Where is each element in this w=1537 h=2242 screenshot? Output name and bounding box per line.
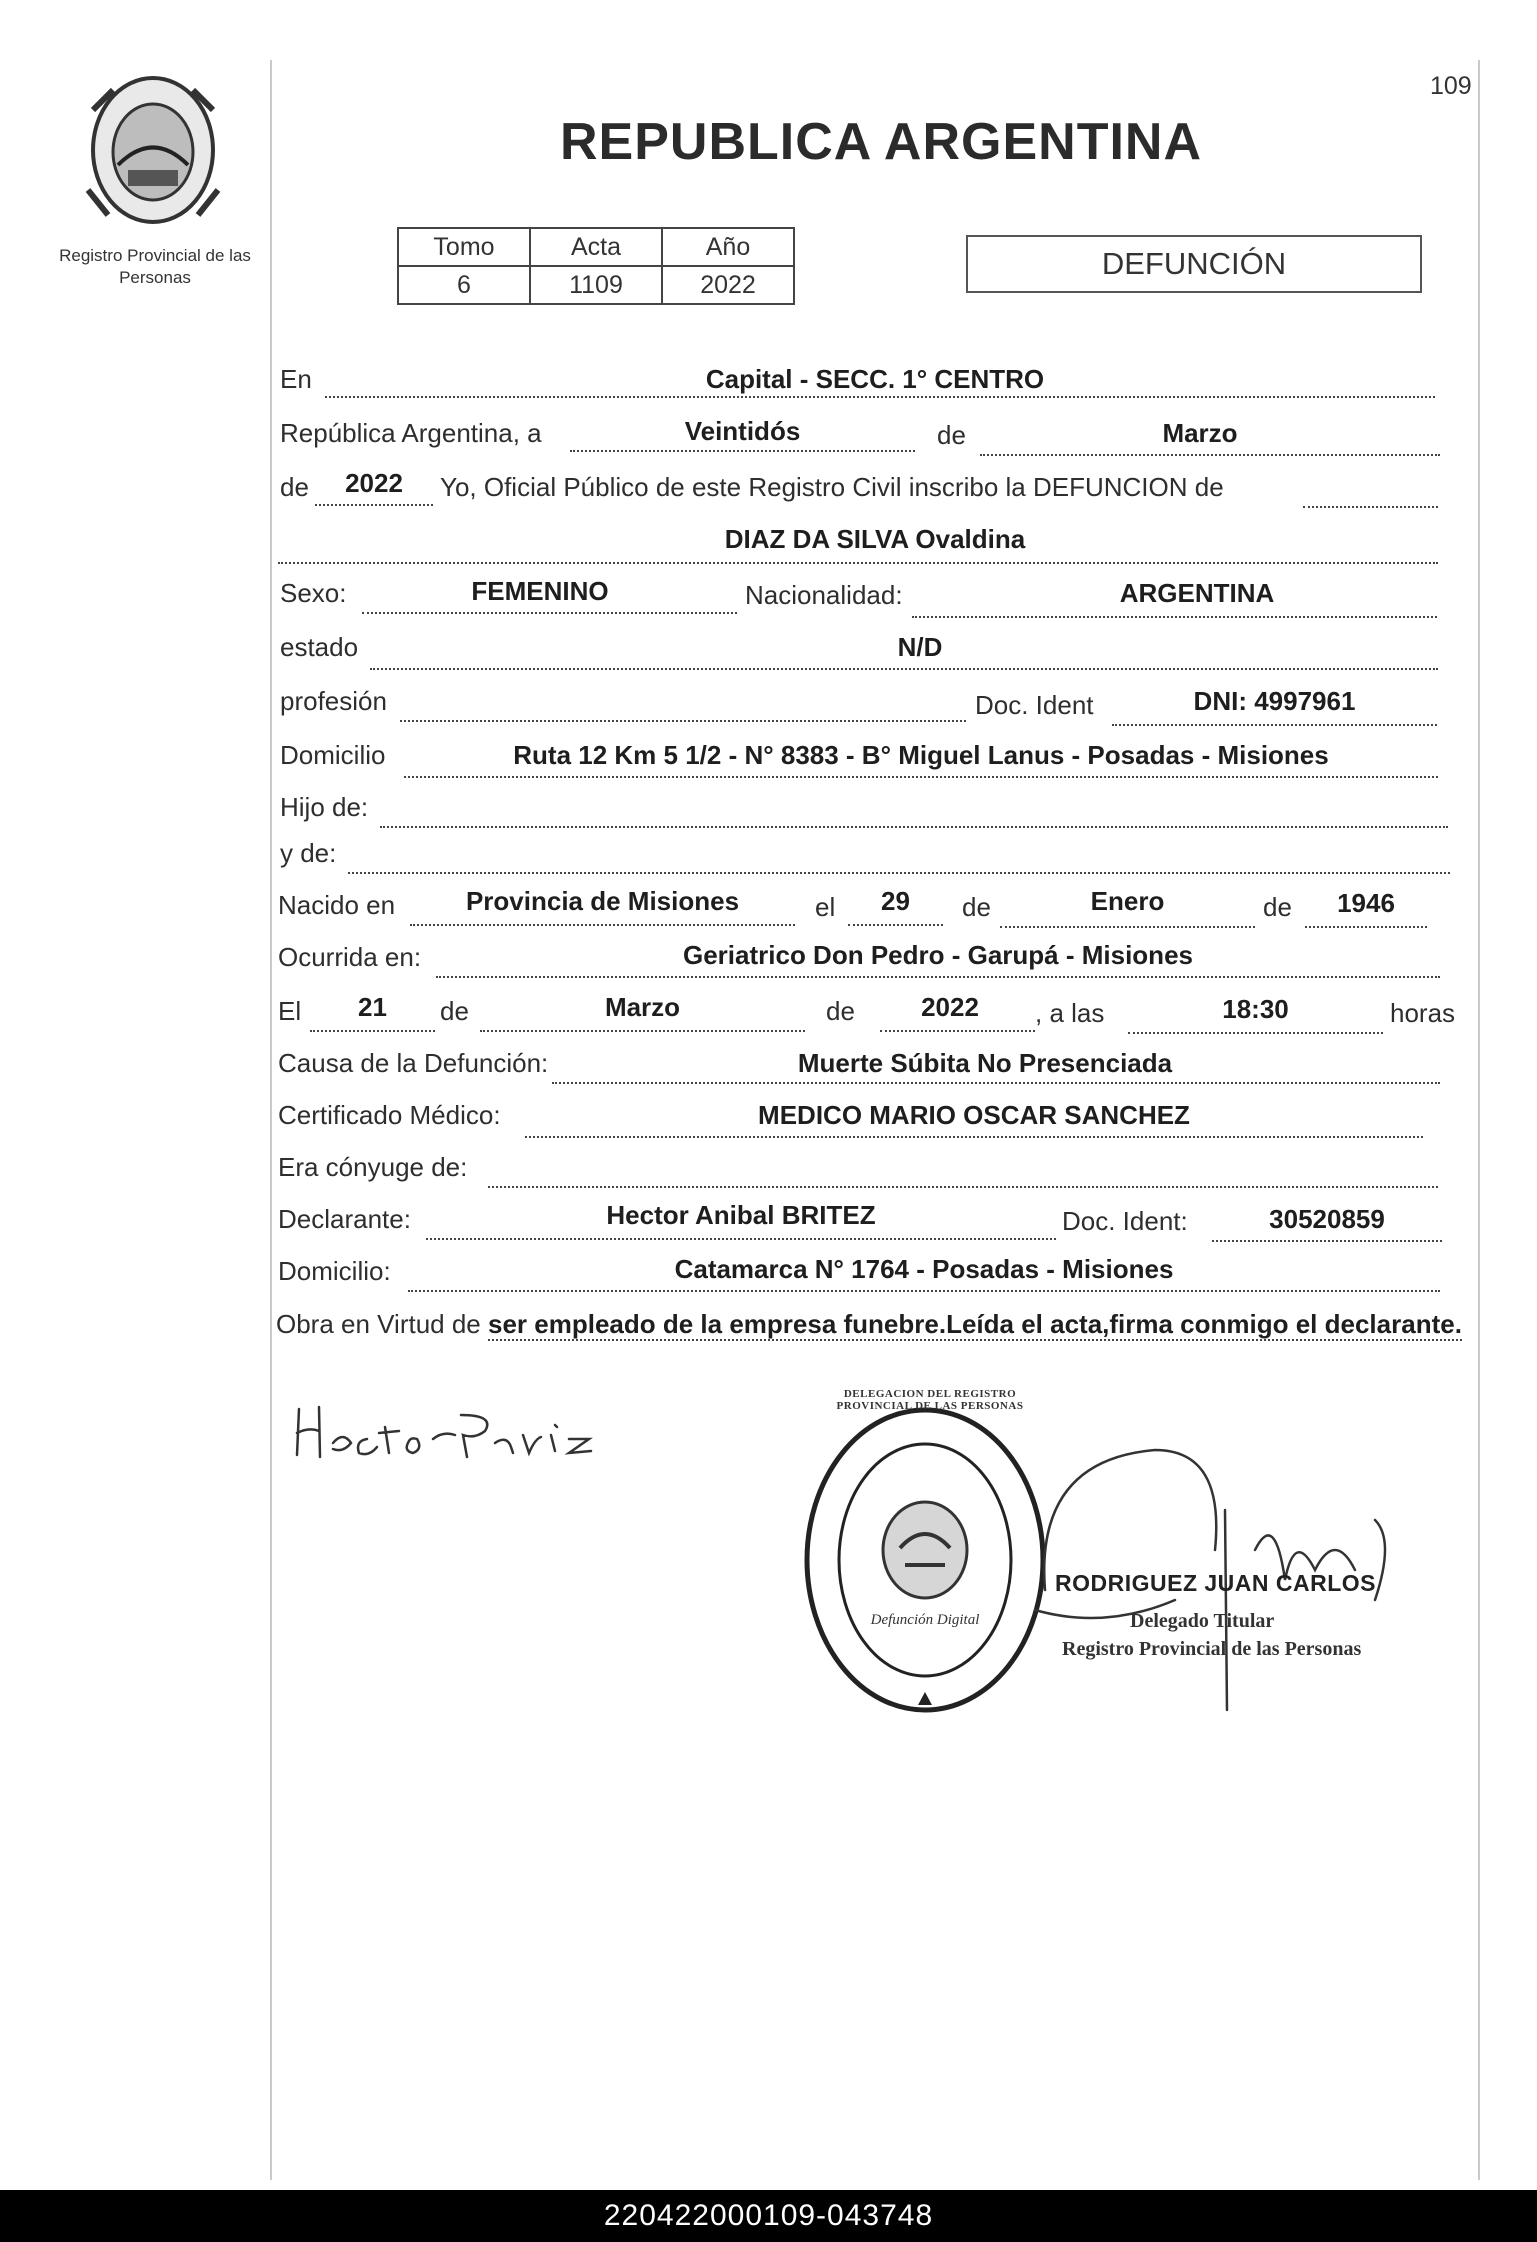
line-day-words	[570, 450, 915, 452]
line-sexo	[362, 612, 737, 614]
line-death-day	[310, 1030, 435, 1032]
line-conyuge	[488, 1186, 1438, 1188]
line-domicilio-declarante	[408, 1290, 1440, 1292]
line-birth-year	[1305, 926, 1427, 928]
registry-label: Registro Provincial de las Personas	[59, 246, 251, 287]
page-number: 109	[1430, 72, 1472, 100]
province-seal-icon	[78, 70, 228, 230]
label-nacionalidad: Nacionalidad:	[745, 580, 903, 610]
line-en	[325, 396, 1435, 398]
label-doc-ident-declarante: Doc. Ident:	[1062, 1206, 1188, 1236]
header-ano: Año	[662, 228, 794, 266]
left-margin-line	[270, 60, 272, 2180]
value-causa: Muerte Súbita No Presenciada	[797, 1048, 1173, 1078]
label-profesion: profesión	[280, 686, 387, 716]
line-hijo-de	[380, 826, 1448, 828]
inscription-text: Yo, Oficial Público de este Registro Civil inscribo la DEFUNCION de	[440, 472, 1224, 502]
official-title: Delegado Titular	[1130, 1610, 1275, 1632]
line-domicilio	[404, 776, 1438, 778]
stamp-inner-text: Defunción Digital	[870, 1612, 980, 1628]
line-profesion	[400, 720, 966, 722]
value-tomo: 6	[398, 266, 530, 304]
label-causa: Causa de la Defunción:	[278, 1048, 549, 1078]
line-name	[278, 562, 1438, 564]
label-de-2: de	[280, 472, 309, 502]
reference-table	[397, 227, 795, 305]
value-declarante: Hector Anibal BRITEZ	[606, 1200, 876, 1230]
line-death-month	[480, 1030, 805, 1032]
page-title: REPUBLICA ARGENTINA	[560, 113, 1203, 171]
stamp-ring-text: DELEGACION DEL REGISTRO PROVINCIAL DE LAS PERSONAS	[836, 1388, 1024, 1412]
record-type-box: DEFUNCIÓN	[966, 235, 1422, 293]
value-doc-ident-declarante: 30520859	[1269, 1204, 1385, 1234]
value-deceased-name: DIAZ DA SILVA Ovaldina	[724, 524, 1026, 554]
label-declarante: Declarante:	[278, 1204, 411, 1234]
value-death-day: 21	[358, 992, 387, 1022]
right-margin-line	[1478, 60, 1480, 2180]
line-y-de	[348, 872, 1450, 874]
value-year: 2022	[345, 468, 403, 498]
label-de-6: de	[826, 996, 855, 1026]
value-death-year: 2022	[921, 992, 979, 1022]
value-death-month: Marzo	[604, 992, 681, 1022]
header-tomo: Tomo	[398, 228, 530, 266]
line-estado	[370, 668, 1438, 670]
value-sexo: FEMENINO	[471, 576, 609, 606]
label-de-3: de	[962, 892, 991, 922]
label-en: En	[280, 364, 312, 394]
line-year	[315, 504, 433, 506]
label-y-de: y de:	[280, 838, 337, 868]
declarant-signature-icon	[285, 1395, 605, 1475]
line-birth-day	[848, 924, 943, 926]
line-ocurrida	[436, 976, 1440, 978]
label-de-5: de	[440, 996, 469, 1026]
value-death-time: 18:30	[1222, 994, 1289, 1024]
label-ocurrida-en: Ocurrida en:	[278, 942, 422, 972]
label-el: el	[815, 892, 836, 922]
label-de-1: de	[937, 420, 966, 450]
value-domicilio-declarante: Catamarca N° 1764 - Posadas - Misiones	[674, 1254, 1174, 1284]
label-domicilio-declarante: Domicilio:	[278, 1256, 391, 1286]
value-doc-ident: DNI: 4997961	[1193, 686, 1356, 716]
line-death-time	[1128, 1032, 1383, 1034]
value-en: Capital - SECC. 1° CENTRO	[705, 364, 1045, 394]
line-declarante	[426, 1238, 1056, 1240]
value-ocurrida: Geriatrico Don Pedro - Garupá - Misiones	[683, 940, 1193, 970]
value-ano: 2022	[662, 266, 794, 304]
label-nacido-en: Nacido en	[278, 890, 396, 920]
label-horas: horas	[1390, 998, 1456, 1028]
label-de-4: de	[1263, 892, 1292, 922]
label-certificado: Certificado Médico:	[278, 1100, 501, 1130]
value-birth-place: Provincia de Misiones	[465, 886, 740, 916]
document-id-footer: 220422000109-043748	[0, 2190, 1537, 2242]
line-causa	[552, 1082, 1440, 1084]
value-acta: 1109	[530, 266, 662, 304]
value-nacionalidad: ARGENTINA	[1119, 578, 1275, 608]
line-inscription-end	[1303, 506, 1438, 508]
label-republica: República Argentina, a	[280, 418, 542, 448]
label-sexo: Sexo:	[280, 578, 347, 608]
value-birth-day: 29	[881, 886, 910, 916]
official-name: RODRIGUEZ JUAN CARLOS	[1055, 1570, 1377, 1596]
line-death-year	[880, 1030, 1035, 1032]
line-certificado	[525, 1136, 1423, 1138]
obra-en-virtud	[276, 1306, 1472, 1342]
line-birth-month	[1000, 926, 1255, 928]
line-month	[980, 454, 1440, 456]
official-stamp-icon	[800, 1400, 1050, 1720]
line-doc-ident	[1112, 724, 1437, 726]
label-obra: Obra en Virtud de	[276, 1309, 481, 1339]
value-estado: N/D	[897, 632, 943, 662]
value-certificado: MEDICO MARIO OSCAR SANCHEZ	[758, 1100, 1190, 1130]
value-day-words: Veintidós	[684, 416, 801, 446]
label-conyuge: Era cónyuge de:	[278, 1152, 468, 1182]
line-nacionalidad	[912, 616, 1437, 618]
label-a-las: , a las	[1035, 998, 1105, 1028]
value-obra: ser empleado de la empresa funebre.Leída el acta,firma conmigo el declarante.	[488, 1309, 1462, 1339]
label-el-fecha: El	[278, 996, 302, 1026]
line-birth-place	[410, 924, 795, 926]
label-domicilio: Domicilio	[280, 740, 386, 770]
value-domicilio: Ruta 12 Km 5 1/2 - N° 8383 - B° Miguel Lanus - Posadas - Misiones	[513, 740, 1329, 770]
value-month: Marzo	[1162, 418, 1238, 448]
label-doc-ident: Doc. Ident	[975, 690, 1094, 720]
label-estado: estado	[280, 632, 359, 662]
value-birth-year: 1946	[1337, 888, 1395, 918]
value-birth-month: Enero	[1090, 886, 1165, 916]
header-acta: Acta	[530, 228, 662, 266]
label-hijo-de: Hijo de:	[280, 792, 369, 822]
official-organization: Registro Provincial de las Personas	[1062, 1638, 1362, 1660]
line-doc-ident-declarante	[1212, 1240, 1442, 1242]
